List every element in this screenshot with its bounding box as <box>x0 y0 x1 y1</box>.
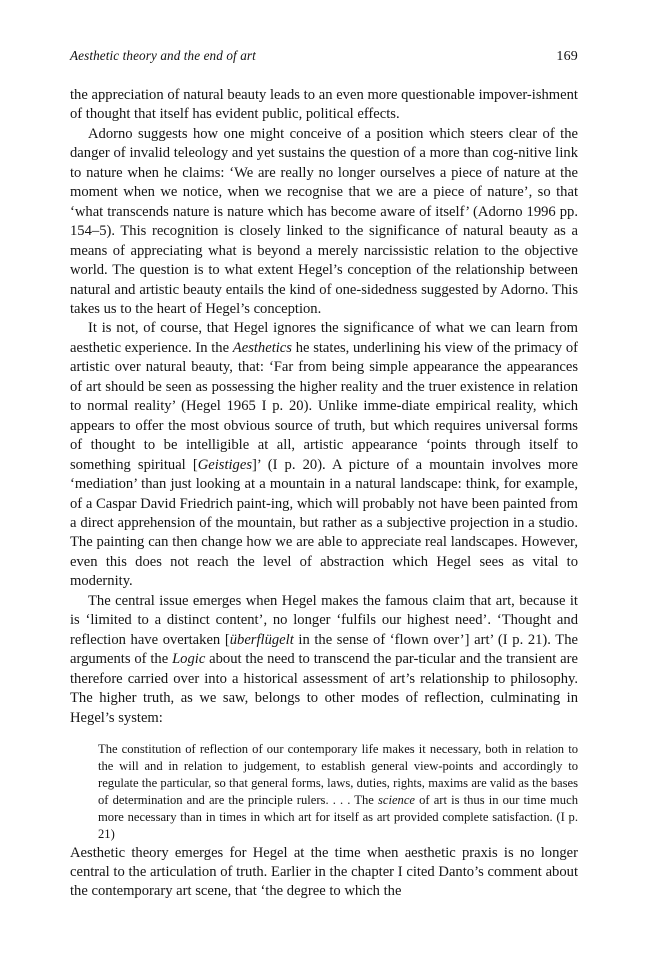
italic-term: Geistiges <box>197 456 253 473</box>
paragraph-container <box>70 86 578 728</box>
page-number: 169 <box>556 49 578 64</box>
body-paragraph: Adorno suggests how one might conceive of a position which steers clear of the danger of invalid teleology and yet sustains the question of a more than cog-nitive link to nature when he claims: ‘We are really no longer ourselves a piece of nature at the moment when we notice, when we recognise that we are a piece of nature’, so that ‘what transcends nature is nature which has become aware of itself’ (Adorno 1996 pp. 154–5). This recognition is closely linked to the significance of natural beauty as a means of appreciating what is beyond a merely narcissistic relation to the objective world. The question is to what extent Hegel’s conception of the relationship between natural and artistic beauty entails the kind of one-sidedness suggested by Adorno. This takes us to the heart of Hegel’s conception. <box>70 125 578 317</box>
running-head <box>70 48 578 65</box>
block-quote <box>70 741 578 844</box>
body-paragraph: The central issue emerges when Hegel makes the famous claim that art, because it is ‘limited to a distinct content’, no longer ‘fulfils our highest need’. ‘Thought and reflection have overtaken [überflügelt in the sense of ‘flown over’] art’ (I p. 21). The arguments of the Logic about the need to transcend the par-ticular and the transient are therefore carried over into a historical assessment of art’s relationship to philosophy. The higher truth, as we saw, belongs to other modes of reflection, culminating in Hegel’s system: <box>70 592 578 726</box>
running-head-title: Aesthetic theory and the end of art <box>70 48 256 63</box>
body-paragraph: the appreciation of natural beauty leads to an even more questionable impover-ishment of thought that itself has evident public, political effects. <box>70 87 578 123</box>
italic-term: Aesthetics <box>232 339 292 356</box>
text-block <box>70 86 578 902</box>
body-paragraph: It is not, of course, that Hegel ignores the significance of what we can learn from aesthetic experience. In the Aesthetics he states, underlining his view of the primacy of artistic over natural beauty, that: ‘Far from being simple appearance the appearances of art should be seen as possessing the higher reality and the truer existence in relation to normal reality’ (Hegel 1965 I p. 20). Unlike imme-diate empirical reality, which appears to offer the most obvious source of truth, but which requires universal forms of thought to be intelligible at all, artistic appearance ‘points through itself to something spiritual [Geistiges]’ (I p. 20). A picture of a mountain involves more ‘mediation’ than just looking at a mountain in a natural landscape: think, for example, of a Caspar David Friedrich paint-ing, which will probably not have been painted from a direct apprehension of the mountain, but rather as a subjective projection in a studio. The painting can then change how we are able to appreciate real landscapes. However, even this does not reach the level of abstraction which Hegel sees as vital to modernity. <box>70 320 578 590</box>
italic-term: science <box>377 793 416 808</box>
block-quote-text: The constitution of reflection of our contemporary life makes it necessary, both in relation to the will and in relation to judgement, to establish general view-points and accordingly to regulate the particular, so that general forms, laws, duties, rights, maxims are valid as the bases of determination and are the principle rulers. . . . The science of art is thus in our time much more necessary than in times in which art for itself as art provided complete satisfaction. (I p. 21) <box>98 741 578 842</box>
closing-paragraph: Aesthetic theory emerges for Hegel at the time when aesthetic praxis is no longer central to the articulation of truth. Earlier in the chapter I cited Danto’s comment about the contemporary art scene, that ‘the degree to which the <box>70 844 578 900</box>
italic-term: überflügelt <box>229 631 294 648</box>
italic-term: Logic <box>172 651 206 668</box>
